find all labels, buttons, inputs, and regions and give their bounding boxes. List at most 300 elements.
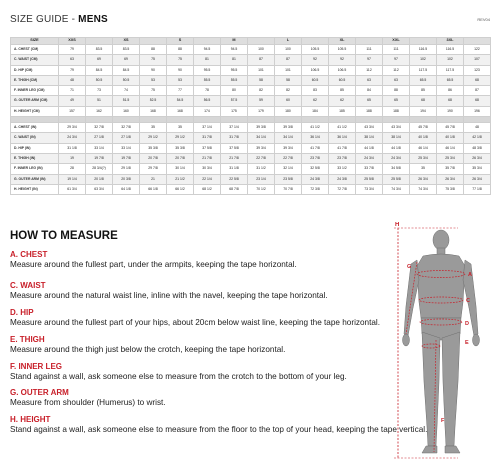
table-cell: 40 1/8 bbox=[437, 133, 464, 143]
table-cell: 111 bbox=[356, 45, 383, 55]
table-cell: 75 bbox=[140, 86, 167, 96]
measurement-label: E. THIGH (CM) bbox=[11, 75, 59, 85]
label-h: H bbox=[395, 222, 400, 228]
measure-description: Measure from shoulder (Humerus) to wrist. bbox=[10, 398, 166, 407]
table-cell: 87 bbox=[248, 55, 275, 65]
table-cell: 68 bbox=[464, 75, 491, 85]
label-e: E bbox=[465, 340, 469, 346]
table-cell: 21 1/2 bbox=[167, 174, 194, 184]
table-cell: 19 7/8 bbox=[86, 153, 113, 163]
table-cell: 83.5 bbox=[86, 45, 113, 55]
table-cell: 190 bbox=[437, 106, 464, 116]
table-cell: 49 bbox=[59, 96, 86, 106]
table-row bbox=[11, 143, 491, 153]
table-cell: 33 1/4 bbox=[113, 143, 140, 153]
table-cell: 23 7/8 bbox=[329, 153, 356, 163]
measure-item-height bbox=[10, 415, 428, 434]
table-cell: 106.5 bbox=[329, 65, 356, 75]
measure-description: Measure around the natural waist line, inline with the navel, keeping the tape horizontal. bbox=[10, 291, 328, 300]
table-cell: 75 bbox=[140, 55, 167, 65]
table-cell: 51 bbox=[86, 96, 113, 106]
size-column-header: XS bbox=[113, 38, 140, 45]
table-cell: 37 5/8 bbox=[194, 143, 221, 153]
table-cell: 29 1/2 bbox=[140, 133, 167, 143]
table-cell: 65.5 bbox=[410, 75, 437, 85]
table-cell: 123 bbox=[464, 65, 491, 75]
table-cell: 58 bbox=[275, 75, 302, 85]
table-cell: 36 1/4 bbox=[302, 133, 329, 143]
table-cell: 95.5 bbox=[194, 65, 221, 75]
table-cell: 100 bbox=[275, 45, 302, 55]
table-cell: 25 5/8 bbox=[356, 174, 383, 184]
table-cell: 44 1/8 bbox=[383, 143, 410, 153]
table-cell: 75 bbox=[167, 55, 194, 65]
table-cell: 21 7/8 bbox=[221, 153, 248, 163]
table-row bbox=[11, 55, 491, 65]
page-header bbox=[10, 14, 490, 28]
body-measurement-figure bbox=[388, 222, 492, 464]
size-column-header: SIZE bbox=[11, 38, 59, 45]
table-cell: 77 bbox=[167, 86, 194, 96]
table-cell: 46 1/4 bbox=[437, 143, 464, 153]
table-cell: 160 bbox=[113, 106, 140, 116]
table-row bbox=[11, 123, 491, 133]
table-cell: 78 bbox=[194, 86, 221, 96]
size-column-header bbox=[464, 38, 491, 45]
measure-item-inner-leg bbox=[10, 362, 390, 381]
table-cell: 107 bbox=[464, 55, 491, 65]
table-cell: 48 bbox=[59, 75, 86, 85]
table-cell: 45 7/8 bbox=[410, 123, 437, 133]
table-cell: 20 7/8 bbox=[140, 153, 167, 163]
table-cell: 70 1/2 bbox=[248, 184, 275, 194]
table-cell: 39 3/4 bbox=[275, 143, 302, 153]
table-cell: 39 3/4 bbox=[248, 143, 275, 153]
table-cell: 24 3/4 bbox=[356, 153, 383, 163]
table-cell: 52.5 bbox=[140, 96, 167, 106]
table-cell: 23 1/4 bbox=[248, 174, 275, 184]
table-cell: 27 1/8 bbox=[86, 133, 113, 143]
size-column-header: 3XL bbox=[437, 38, 464, 45]
table-cell: 70 7/8 bbox=[275, 184, 302, 194]
table-cell: 87 bbox=[464, 86, 491, 96]
measure-description: Measure around the fullest part of your hips, about 20cm below waist line, keeping the tape horizontal. bbox=[10, 318, 381, 327]
table-cell: 72 3/8 bbox=[302, 184, 329, 194]
table-cell: 73 3/4 bbox=[356, 184, 383, 194]
measure-heading: C. WAIST bbox=[10, 281, 46, 290]
table-cell: 74 bbox=[113, 86, 140, 96]
table-cell: 33 7/8 bbox=[356, 164, 383, 174]
table-cell: 83 bbox=[302, 86, 329, 96]
table-cell: 97 bbox=[383, 55, 410, 65]
table-cell: 79 bbox=[59, 65, 86, 75]
measurement-label: H. HEIGHT (CM) bbox=[11, 106, 59, 116]
measure-item-chest bbox=[10, 250, 390, 269]
table-cell: 22 7/8 bbox=[275, 153, 302, 163]
table-row bbox=[11, 174, 491, 184]
table-cell: 75 3/8 bbox=[437, 184, 464, 194]
table-cell: 30 3/4 bbox=[194, 164, 221, 174]
table-cell: 69 bbox=[113, 55, 140, 65]
table-cell: 38 1/4 bbox=[356, 133, 383, 143]
table-cell: 37 1/4 bbox=[194, 123, 221, 133]
measurement-label: D. HIP (IN) bbox=[11, 143, 59, 153]
table-cell: 24 3/4 bbox=[383, 153, 410, 163]
table-cell: 194 bbox=[410, 106, 437, 116]
table-cell: 35 7/8 bbox=[437, 164, 464, 174]
table-cell: 88 bbox=[167, 45, 194, 55]
table-row bbox=[11, 106, 491, 116]
table-cell: 94.5 bbox=[221, 45, 248, 55]
table-cell: 31 1/8 bbox=[59, 143, 86, 153]
table-cell: 85 bbox=[329, 86, 356, 96]
table-cell: 81 bbox=[221, 55, 248, 65]
size-column-header: XXS bbox=[59, 38, 86, 45]
table-row bbox=[11, 65, 491, 75]
measurement-label: F. INNER LEG (CM) bbox=[11, 86, 59, 96]
measure-item-hip bbox=[10, 308, 390, 327]
label-d: D bbox=[465, 321, 469, 327]
table-cell: 117.5 bbox=[410, 65, 437, 75]
table-cell: 63 bbox=[356, 75, 383, 85]
table-cell: 33 1/2 bbox=[329, 164, 356, 174]
table-cell: 45 7/8 bbox=[437, 123, 464, 133]
table-cell: 39 3/8 bbox=[275, 123, 302, 133]
table-cell: 175 bbox=[221, 106, 248, 116]
table-cell: 27 1/8 bbox=[113, 133, 140, 143]
table-cell: 42 1/8 bbox=[464, 133, 491, 143]
table-cell: 60.5 bbox=[329, 75, 356, 85]
table-cell: 31 7/8 bbox=[221, 133, 248, 143]
table-cell: 35 3/8 bbox=[140, 143, 167, 153]
how-to-measure-title: HOW TO MEASURE bbox=[10, 230, 118, 242]
table-cell: 21 bbox=[140, 174, 167, 184]
measure-description: Stand against a wall, ask someone else to measure from the crotch to the bottom of your leg. bbox=[10, 372, 347, 381]
table-cell: 74 3/4 bbox=[410, 184, 437, 194]
table-cell: 24 3/8 bbox=[329, 174, 356, 184]
table-cell: 71 bbox=[59, 86, 86, 96]
table-cell: 62 bbox=[329, 96, 356, 106]
table-cell: 65 bbox=[356, 96, 383, 106]
table-cell: 29 3/4 bbox=[59, 123, 86, 133]
table-cell: 188 bbox=[383, 106, 410, 116]
table-cell: 88 bbox=[383, 86, 410, 96]
page-title bbox=[10, 14, 108, 25]
table-cell: 28 3/4(?) bbox=[86, 164, 113, 174]
measure-heading: D. HIP bbox=[10, 308, 34, 317]
table-cell: 94.5 bbox=[194, 45, 221, 55]
measure-heading: H. HEIGHT bbox=[10, 415, 51, 424]
table-cell: 61 3/4 bbox=[59, 184, 86, 194]
table-cell: 68 bbox=[410, 96, 437, 106]
table-cell: 101 bbox=[248, 65, 275, 75]
title-gender: MENS bbox=[78, 14, 108, 25]
table-cell: 57.5 bbox=[221, 96, 248, 106]
table-cell: 55.5 bbox=[194, 75, 221, 85]
table-cell: 60 bbox=[275, 96, 302, 106]
table-cell: 95.5 bbox=[221, 65, 248, 75]
table-cell: 100 bbox=[248, 45, 275, 55]
table-cell: 68 1/2 bbox=[194, 184, 221, 194]
table-cell: 29 1/8 bbox=[113, 164, 140, 174]
table-cell: 92 bbox=[302, 55, 329, 65]
table-cell: 20 3/8 bbox=[113, 174, 140, 184]
size-column-header: XL bbox=[329, 38, 356, 45]
table-cell: 69 bbox=[86, 55, 113, 65]
size-column-header bbox=[194, 38, 221, 45]
table-cell: 83.5 bbox=[113, 45, 140, 55]
table-cell: 32 1/4 bbox=[275, 164, 302, 174]
table-cell: 26 3/4 bbox=[410, 174, 437, 184]
table-cell: 102 bbox=[437, 55, 464, 65]
table-cell: 23 7/8 bbox=[302, 153, 329, 163]
table-cell: 74 3/4 bbox=[383, 184, 410, 194]
size-column-header bbox=[248, 38, 275, 45]
table-cell: 65.5 bbox=[437, 75, 464, 85]
table-row bbox=[11, 153, 491, 163]
table-cell: 24 3/8 bbox=[302, 174, 329, 184]
table-cell: 185 bbox=[329, 106, 356, 116]
table-cell: 19 7/8 bbox=[113, 153, 140, 163]
table-cell: 35 3/4 bbox=[464, 164, 491, 174]
measure-heading: E. THIGH bbox=[10, 335, 45, 344]
table-cell: 168 bbox=[140, 106, 167, 116]
size-column-header bbox=[302, 38, 329, 45]
table-cell: 60.5 bbox=[302, 75, 329, 85]
table-cell: 174 bbox=[194, 106, 221, 116]
table-cell: 77 1/8 bbox=[464, 184, 491, 194]
table-cell: 116.5 bbox=[437, 45, 464, 55]
table-cell: 68 7/8 bbox=[221, 184, 248, 194]
table-cell: 168 bbox=[167, 106, 194, 116]
label-c: C bbox=[466, 298, 470, 304]
table-cell: 102 bbox=[410, 55, 437, 65]
table-cell: 84 bbox=[356, 86, 383, 96]
table-cell: 73 bbox=[86, 86, 113, 96]
table-cell: 32 7/8 bbox=[113, 123, 140, 133]
table-cell: 66 1/2 bbox=[167, 184, 194, 194]
table-cell: 116.5 bbox=[410, 45, 437, 55]
table-row bbox=[11, 86, 491, 96]
table-cell: 19 1/4 bbox=[59, 174, 86, 184]
size-column-header: L bbox=[275, 38, 302, 45]
table-cell: 63 3/4 bbox=[86, 184, 113, 194]
table-row bbox=[11, 75, 491, 85]
measurement-label: G. OUTER ARM (CM) bbox=[11, 96, 59, 106]
table-cell: 25 5/8 bbox=[383, 174, 410, 184]
table-cell: 34 1/4 bbox=[248, 133, 275, 143]
table-cell: 112 bbox=[356, 65, 383, 75]
table-cell: 20 7/8 bbox=[167, 153, 194, 163]
table-cell: 32 7/8 bbox=[86, 123, 113, 133]
table-cell: 44 1/8 bbox=[356, 143, 383, 153]
table-cell: 31 1/2 bbox=[248, 164, 275, 174]
table-cell: 84.5 bbox=[113, 65, 140, 75]
table-cell: 22 5/8 bbox=[221, 174, 248, 184]
table-cell: 48 bbox=[464, 123, 491, 133]
table-cell: 36 1/4 bbox=[329, 133, 356, 143]
size-column-header: XXL bbox=[383, 38, 410, 45]
table-cell: 21 7/8 bbox=[194, 153, 221, 163]
table-cell: 68 bbox=[464, 96, 491, 106]
table-cell: 81 bbox=[194, 55, 221, 65]
measurement-label: A. CHEST (IN) bbox=[11, 123, 59, 133]
table-cell: 35 bbox=[410, 164, 437, 174]
size-table bbox=[10, 37, 491, 195]
table-cell: 34 5/8 bbox=[383, 164, 410, 174]
table-cell: 179 bbox=[248, 106, 275, 116]
table-cell: 48 3/8 bbox=[464, 143, 491, 153]
table-cell: 31 7/8 bbox=[194, 133, 221, 143]
measurement-label: D. HIP (CM) bbox=[11, 65, 59, 75]
table-cell: 112 bbox=[383, 65, 410, 75]
table-cell: 55.5 bbox=[221, 75, 248, 85]
table-cell: 43 3/4 bbox=[383, 123, 410, 133]
table-cell: 50.5 bbox=[113, 75, 140, 85]
table-cell: 72 7/8 bbox=[329, 184, 356, 194]
size-column-header: S bbox=[167, 38, 194, 45]
table-cell: 62 bbox=[302, 96, 329, 106]
size-column-header: M bbox=[221, 38, 248, 45]
table-cell: 50.5 bbox=[86, 75, 113, 85]
table-cell: 34 1/4 bbox=[275, 133, 302, 143]
table-cell: 105.5 bbox=[302, 45, 329, 55]
measure-description: Stand against a wall, ask someone else to measure from the floor to the top of your head, keeping the tape vertical. bbox=[10, 425, 428, 434]
measurement-label: H. HEIGHT (IN) bbox=[11, 184, 59, 194]
table-cell: 65 bbox=[383, 96, 410, 106]
table-cell: 88 bbox=[140, 45, 167, 55]
table-cell: 22 1/4 bbox=[194, 174, 221, 184]
label-a: A bbox=[468, 272, 472, 278]
table-cell: 117.5 bbox=[437, 65, 464, 75]
table-cell: 23 5/8 bbox=[275, 174, 302, 184]
table-cell: 63 bbox=[383, 75, 410, 85]
table-cell: 26 3/4 bbox=[464, 174, 491, 184]
table-cell: 29 7/8 bbox=[140, 164, 167, 174]
measure-heading: A. CHEST bbox=[10, 250, 48, 259]
size-column-header bbox=[86, 38, 113, 45]
measure-heading: F. INNER LEG bbox=[10, 362, 63, 371]
measurement-label: C. WAIST (IN) bbox=[11, 133, 59, 143]
table-cell: 58 bbox=[248, 75, 275, 85]
table-cell: 38 1/4 bbox=[383, 133, 410, 143]
table-cell: 106.5 bbox=[302, 65, 329, 75]
table-cell: 41 1/2 bbox=[329, 123, 356, 133]
table-cell: 41 1/2 bbox=[302, 123, 329, 133]
table-cell: 25 3/4 bbox=[410, 153, 437, 163]
measurement-label: G. OUTER ARM (IN) bbox=[11, 174, 59, 184]
table-cell: 25 3/4 bbox=[437, 153, 464, 163]
table-cell: 53 bbox=[167, 75, 194, 85]
measure-heading: G. OUTER ARM bbox=[10, 388, 69, 397]
table-cell: 80 bbox=[221, 86, 248, 96]
revision-code: REV04 bbox=[477, 17, 490, 22]
table-cell: 24 3/4 bbox=[59, 133, 86, 143]
table-cell: 85 bbox=[410, 86, 437, 96]
table-cell: 92 bbox=[329, 55, 356, 65]
table-cell: 51.5 bbox=[113, 96, 140, 106]
title-prefix: SIZE GUIDE - bbox=[10, 14, 79, 25]
table-cell: 84.5 bbox=[86, 65, 113, 75]
table-cell: 28 bbox=[59, 164, 86, 174]
table-cell: 101 bbox=[275, 65, 302, 75]
table-cell: 31 1/8 bbox=[221, 164, 248, 174]
size-header-row bbox=[11, 38, 491, 45]
table-cell: 90 bbox=[140, 65, 167, 75]
size-column-header bbox=[140, 38, 167, 45]
measurement-label: E. THIGH (IN) bbox=[11, 153, 59, 163]
table-cell: 157 bbox=[59, 106, 86, 116]
table-cell: 35 bbox=[140, 123, 167, 133]
table-row bbox=[11, 164, 491, 174]
table-cell: 64 1/8 bbox=[113, 184, 140, 194]
table-cell: 26 3/4 bbox=[437, 174, 464, 184]
table-cell: 188 bbox=[356, 106, 383, 116]
measure-description: Measure around the fullest part, under the armpits, keeping the tape horizontal. bbox=[10, 260, 297, 269]
table-cell: 26 3/4 bbox=[464, 153, 491, 163]
table-row bbox=[11, 133, 491, 143]
table-cell: 87 bbox=[275, 55, 302, 65]
table-cell: 54.5 bbox=[167, 96, 194, 106]
table-cell: 184 bbox=[302, 106, 329, 116]
table-cell: 63 bbox=[59, 55, 86, 65]
table-cell: 35 bbox=[167, 123, 194, 133]
table-cell: 19 bbox=[59, 153, 86, 163]
table-cell: 79 bbox=[59, 45, 86, 55]
table-row bbox=[11, 184, 491, 194]
table-cell: 56.5 bbox=[194, 96, 221, 106]
table-cell: 29 1/2 bbox=[167, 133, 194, 143]
table-cell: 35 3/8 bbox=[167, 143, 194, 153]
table-cell: 40 1/8 bbox=[410, 133, 437, 143]
table-cell: 53 bbox=[140, 75, 167, 85]
table-cell: 33 1/4 bbox=[86, 143, 113, 153]
label-g: G bbox=[407, 264, 412, 270]
table-cell: 82 bbox=[248, 86, 275, 96]
table-cell: 37 1/4 bbox=[221, 123, 248, 133]
table-cell: 90 bbox=[167, 65, 194, 75]
table-cell: 39 3/8 bbox=[248, 123, 275, 133]
measure-item-outer-arm bbox=[10, 388, 390, 407]
table-cell: 105.5 bbox=[329, 45, 356, 55]
measurement-label: F. INNER LEG (IN) bbox=[11, 164, 59, 174]
measurement-label: A. CHEST (CM) bbox=[11, 45, 59, 55]
table-cell: 180 bbox=[275, 106, 302, 116]
table-row bbox=[11, 96, 491, 106]
measure-description: Measure around the thigh just below the crotch, keeping the tape horizontal. bbox=[10, 345, 286, 354]
table-cell: 59 bbox=[248, 96, 275, 106]
table-cell: 196 bbox=[464, 106, 491, 116]
size-column-header bbox=[356, 38, 383, 45]
table-cell: 111 bbox=[383, 45, 410, 55]
table-cell: 37 5/8 bbox=[221, 143, 248, 153]
table-cell: 20 1/8 bbox=[86, 174, 113, 184]
table-cell: 86 bbox=[437, 86, 464, 96]
table-cell: 43 3/4 bbox=[356, 123, 383, 133]
size-table-body bbox=[11, 45, 491, 195]
label-f: F bbox=[441, 418, 445, 424]
table-cell: 122 bbox=[464, 45, 491, 55]
table-cell: 82 bbox=[275, 86, 302, 96]
table-cell: 46 1/4 bbox=[410, 143, 437, 153]
table-cell: 66 1/8 bbox=[140, 184, 167, 194]
measure-item-waist bbox=[10, 281, 390, 300]
table-row bbox=[11, 45, 491, 55]
table-cell: 41 7/8 bbox=[329, 143, 356, 153]
size-column-header bbox=[410, 38, 437, 45]
table-cell: 22 7/8 bbox=[248, 153, 275, 163]
table-cell: 162 bbox=[86, 106, 113, 116]
